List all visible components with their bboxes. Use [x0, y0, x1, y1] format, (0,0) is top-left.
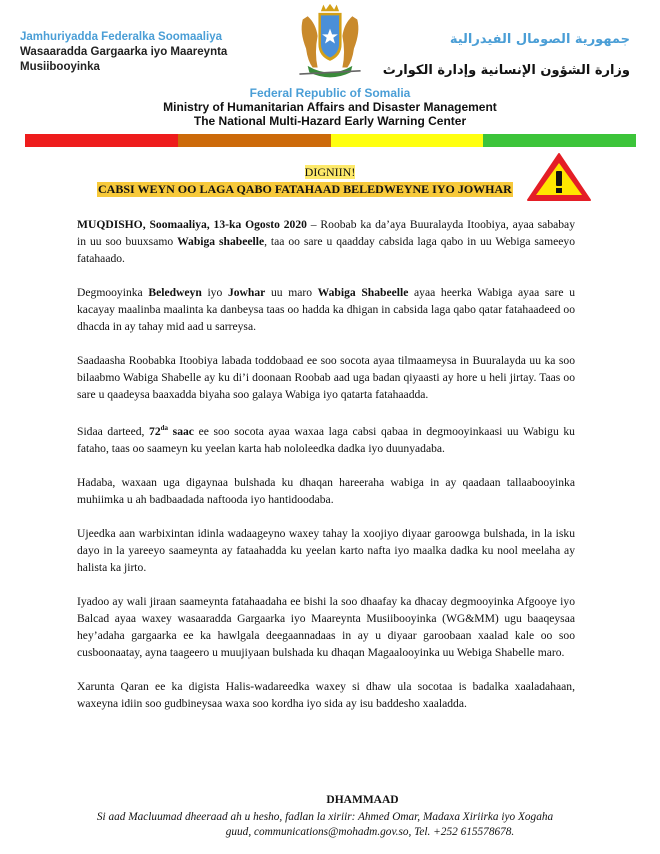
text: – Roobab ka da’aya Buuralayda Itoobiya, ayaa sababay in uu soo buuxsamo — [77, 218, 576, 248]
federal-republic-title: Federal Republic of Somalia — [249, 86, 411, 100]
text: uu maro — [265, 286, 318, 299]
hazard-bar-yellow — [331, 134, 484, 147]
text: ee soo socota ayaa waxaa laga cabsi qabaa in degmooyinkaasi uu Wabigu ku fataho, taas oo saameyn ku yeelan karta hab nololeedka dadka iyo duunyadaba. — [77, 424, 575, 455]
alert-headline: CABSI WEYN OO LAGA QABO FATAHAAD BELEDWEYNE IYO JOWHAR — [98, 182, 512, 196]
text: ayaa heerka Wabiga ayaa sare u kacayay maalinba maalinta ka danbeysa taas oo hadda ka dhigan in cabsida laga qabo qatar fatahaadeed oo dhacda in ay tahay mid aad u sarreysa. — [77, 286, 575, 333]
ministry-name-arabic: وزارة الشؤون الإنسانية وإدارة الكوارث — [382, 63, 630, 78]
bold-text: 72 — [149, 424, 161, 438]
bold-text: saac — [168, 424, 194, 438]
somali-header — [20, 30, 227, 75]
text: Saadaasha Roobabka Itoobiya labada toddobaad ee soo socota ayaa tilmaameysa in Buuralayda uu ka soo bilaabmo Wabiga Shabelle ay ku di’i doonaan Roobab aad uga badan qiyaasti ay hore u heli jirtay. Taas oo sare u qaadeysa baaxadda biyaha soo galaya Wabiga iyo qatarta fatahaadda. — [77, 354, 575, 401]
text: , taa oo sare u qaadday cabsida laga qabo in uu Webiga sameeyo fatahaado. — [77, 235, 575, 265]
hazard-bar-orange — [178, 134, 331, 147]
text: iyo — [201, 286, 228, 299]
paragraph — [77, 678, 575, 712]
text: Degmooyinka — [77, 286, 149, 299]
ministry-title: Ministry of Humanitarian Affairs and Disaster Management — [163, 100, 497, 114]
hazard-bar-green — [483, 134, 636, 147]
paragraph — [77, 420, 575, 457]
hazard-color-bar — [25, 134, 636, 147]
center-title: The National Multi-Hazard Early Warning Center — [193, 114, 467, 128]
paragraph — [77, 525, 575, 576]
hazard-bar-red — [25, 134, 178, 147]
bold-text: Beledweyn — [148, 286, 202, 299]
warning-triangle-icon — [526, 152, 592, 202]
ministry-name-somali: Wasaaradda Gargaarka iyo Maareynta — [20, 46, 228, 58]
text: Xarunta Qaran ee ka digista Halis-wadareedka waxey si dhaw ula socotaa is badalka xaaladahaan, waxeyna idiin soo gudbineysaa waxa soo kordha iyo sida ay isu baddesho xaaladda. — [77, 679, 575, 710]
somalia-coat-of-arms-icon — [296, 3, 364, 84]
text: Sidaa darteed, — [77, 424, 150, 438]
org-header — [0, 86, 660, 128]
bold-text: Jowhar — [227, 286, 266, 299]
press-release-body — [77, 216, 575, 729]
republic-name-somali: Jamhuriyadda Federalka Soomaaliya — [20, 31, 222, 43]
contact-info — [96, 810, 570, 840]
bold-text: Wabiga Shabeelle — [317, 286, 409, 299]
paragraph — [77, 593, 575, 661]
alert-label-text: DIGNIIN! — [304, 165, 356, 179]
bold-text: da — [160, 424, 169, 432]
bold-text: MUQDISHO, Soomaaliya, 13-ka Ogosto 2020 — [77, 218, 307, 231]
republic-name-arabic: جمهورية الصومال الفيدرالية — [449, 32, 630, 47]
ministry-name-somali-cont: Musiibooyinka — [20, 61, 100, 73]
contact-line-2: guud, communications@mohadm.gov.so, Tel. +252 615578678. — [225, 826, 515, 838]
paragraph — [77, 284, 575, 335]
contact-line-1: Si aad Macluumad dheeraad ah u hesho, fadlan la xiriir: Ahmed Omar, Madaxa Xiriirka iyo Xogaha — [96, 811, 554, 823]
paragraph — [77, 352, 575, 403]
paragraph — [77, 216, 575, 267]
end-marker: DHAMMAAD — [326, 794, 399, 806]
text: Hadaba, waxaan uga digaynaa bulshada ku dhaqan hareeraha wabiga in ay qaadaan tallaabooyinka muhiimka u ah badbaadada naftooda iyo hantidoodaba. — [77, 475, 575, 506]
arabic-header — [383, 32, 630, 78]
text: Iyadoo ay wali jiraan saameynta fatahaadaha ee bishi la soo dhaafay ka dhacay degmooyinka Afgooye iyo Balcad ayaa waxey wasaaradda Gargaarka iyo Maareynta Musiibooyinka (WG&MM) ugu baaqeysaa hey’adaha gargaarka ee ka hawlgala deegaannadaas in ay u diyaar garoobaan xaalad kale oo soo cusboonaatay, ayna taageero u muujiyaan bulshada ku dhaqan Magaalooyinka uu Webiga Shabelle maro. — [77, 594, 575, 659]
bold-text: Wabiga shabeelle — [177, 235, 265, 248]
paragraph — [77, 474, 575, 508]
text: Ujeedka aan warbixintan idinla wadaageyno waxey tahay la xoojiyo diyaar garoowga bulshada, in la isku dayo in la yareeyo saameynta ay fataahadda ku yeelan karto nafta iyo maalka dadka ku nool meelaha ay halista ka jirto. — [77, 526, 575, 574]
